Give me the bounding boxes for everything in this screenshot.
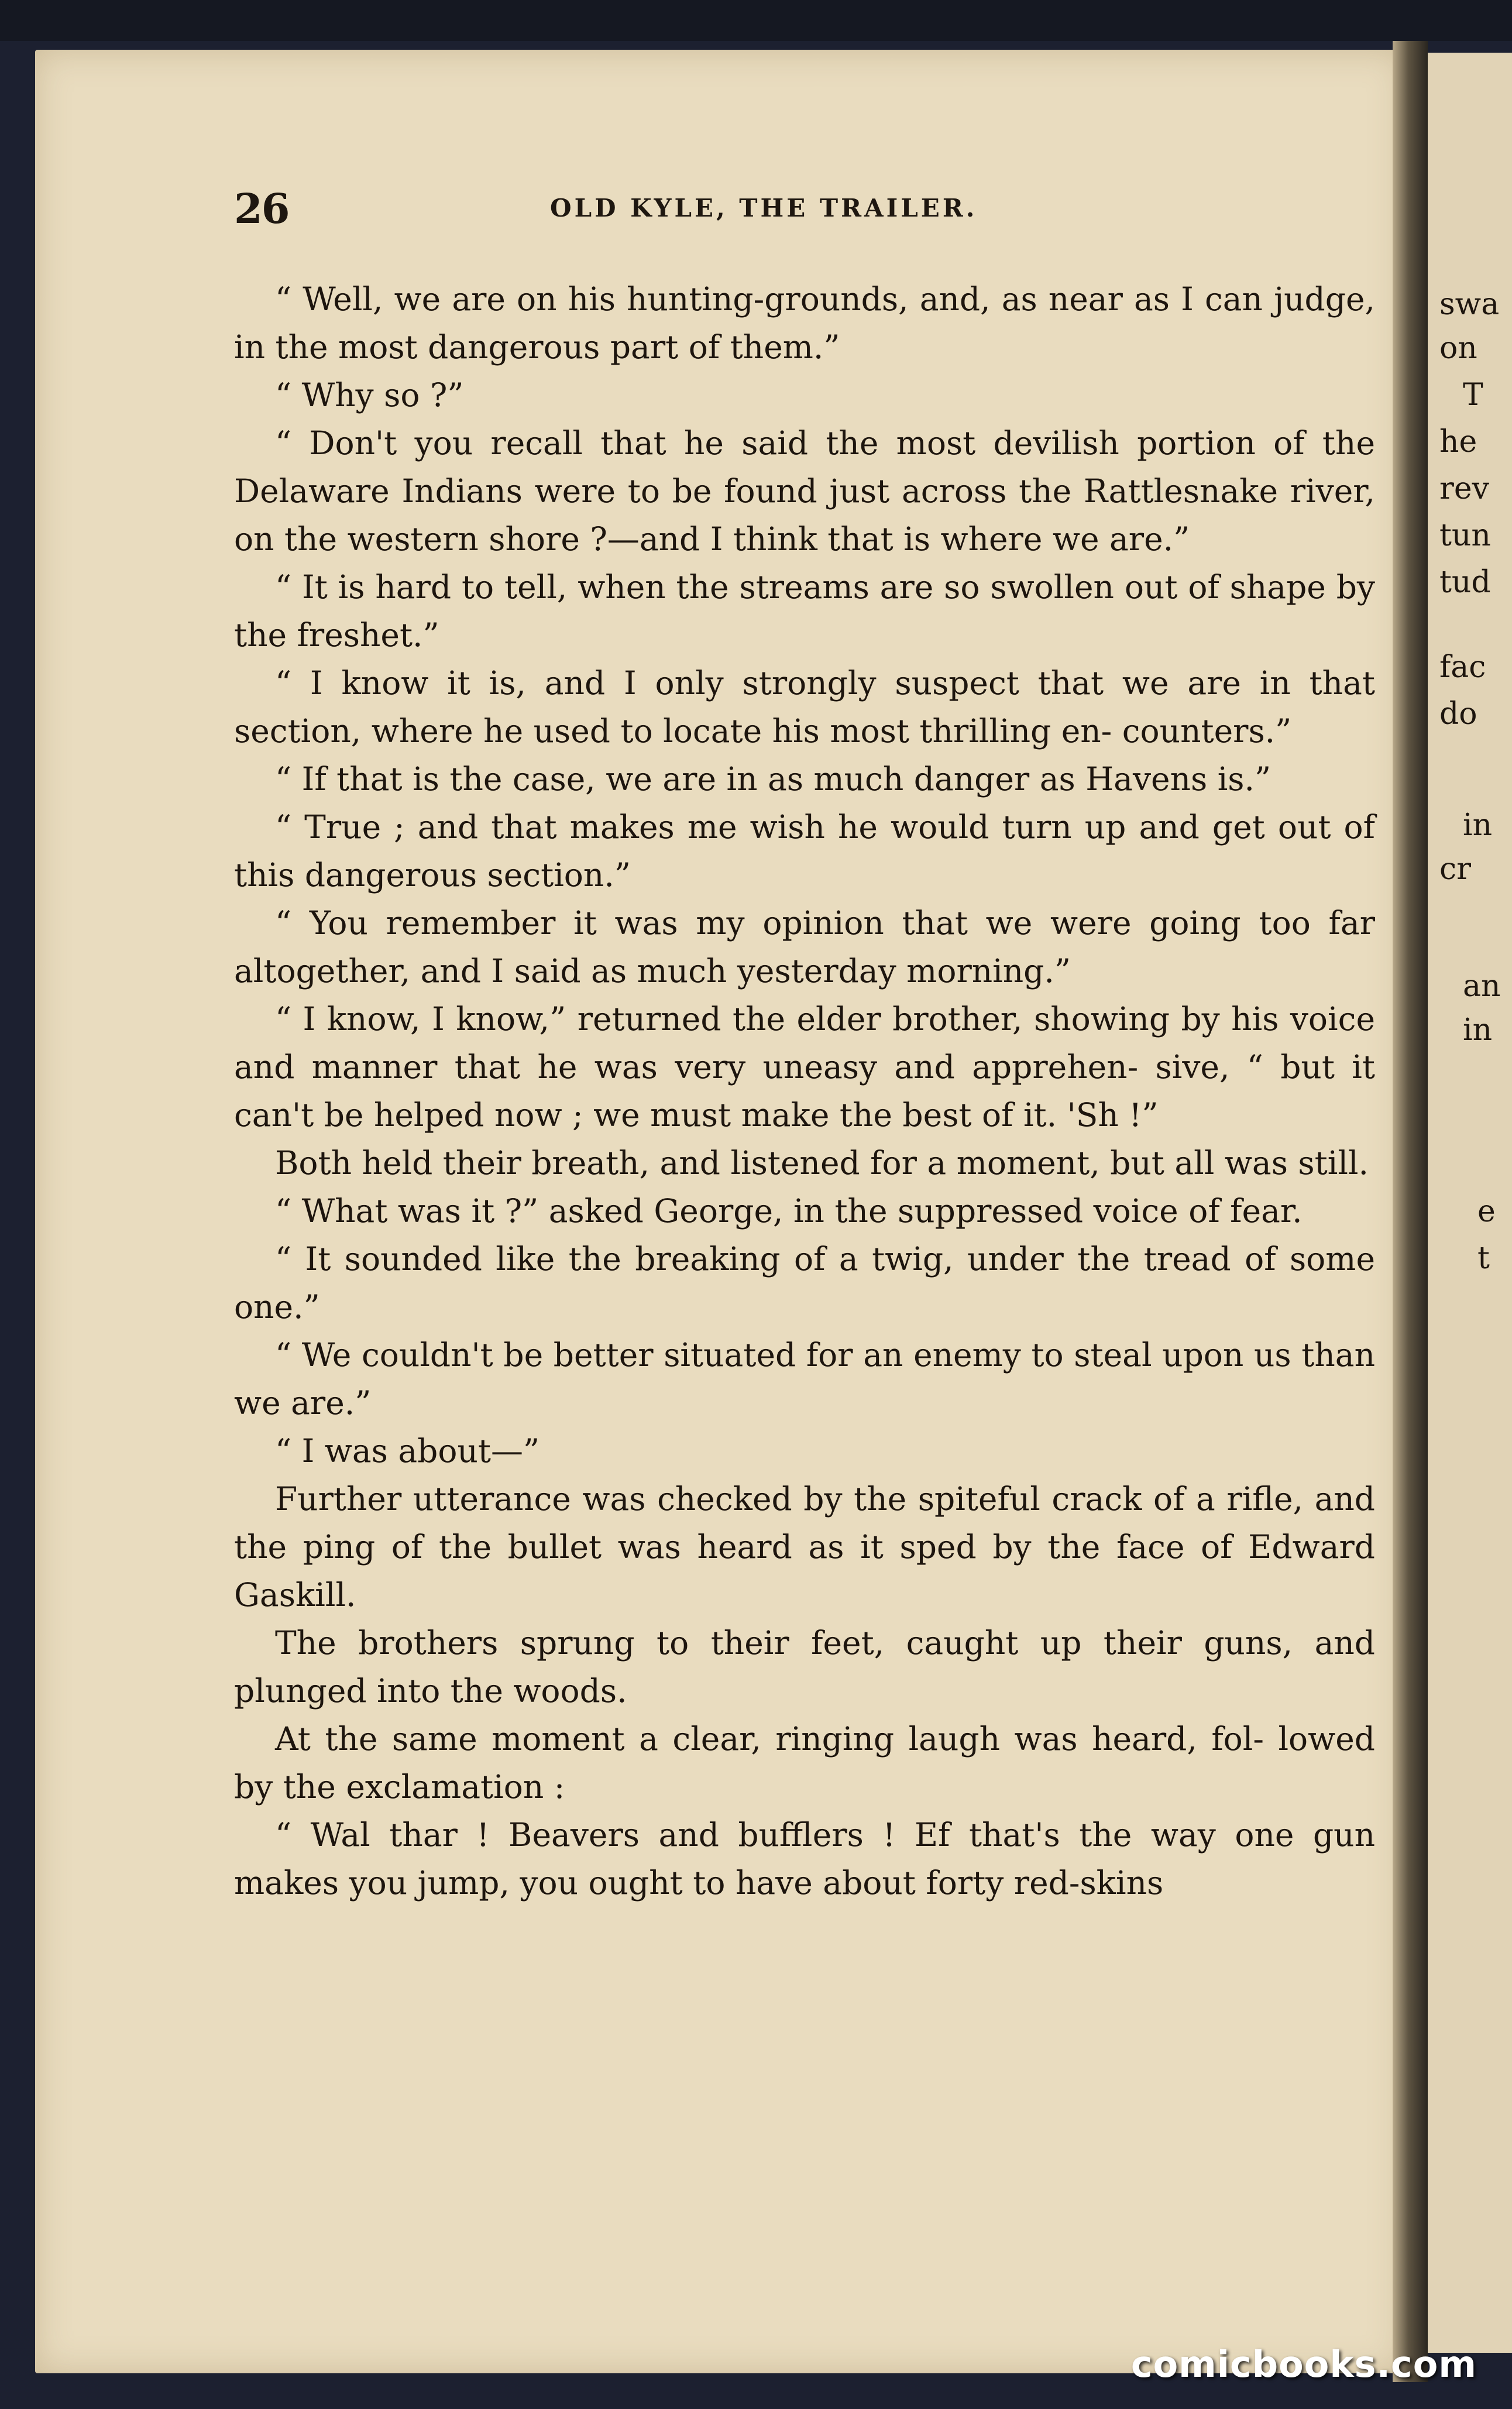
paragraph: “ You remember it was my opinion that we were going too far altogether, and I said as much yesterday morning.” xyxy=(234,904,1375,990)
paragraph: “ It sounded like the breaking of a twig, under the tread of some one.” xyxy=(234,1240,1375,1326)
facing-page-fragment: in xyxy=(1463,1013,1493,1048)
paragraph: “ I know it is, and I only strongly suspect that we are in that section, where he used to locate his most thrilling en- counters.” xyxy=(234,664,1375,750)
page-number: 26 xyxy=(234,184,289,233)
facing-page-fragment: do xyxy=(1439,696,1477,732)
paragraph: “ Wal thar ! Beavers and bufflers ! Ef that's the way one gun makes you jump, you ought to have about forty red-skins xyxy=(234,1816,1375,1902)
paragraph: At the same moment a clear, ringing laugh was heard, fol- lowed by the exclamation : xyxy=(234,1720,1375,1806)
paragraph: “ Why so ?” xyxy=(275,376,464,414)
facing-page-fragment: swa xyxy=(1439,287,1500,322)
paragraph: Both held their breath, and listened for a moment, but all was still. xyxy=(275,1144,1369,1182)
scan-background-top xyxy=(0,0,1512,41)
facing-page-fragment: in xyxy=(1463,808,1493,843)
paragraph: “ I know, I know,” returned the elder brother, showing by his voice and manner that he was very uneasy and apprehen- sive, “ but it can't be helped now ; we must make the best of it. 'Sh !” xyxy=(234,1000,1375,1134)
paragraph: “ True ; and that makes me wish he would turn up and get out of this dangerous section.” xyxy=(234,808,1375,894)
watermark: comicbooks.com xyxy=(1130,2343,1477,2386)
paragraph: “ If that is the case, we are in as much danger as Havens is.” xyxy=(275,760,1272,798)
paragraph: “ Well, we are on his hunting-grounds, and, as near as I can judge, in the most dangerous part of them.” xyxy=(234,280,1375,366)
running-head: OLD KYLE, THE TRAILER. xyxy=(550,194,978,222)
facing-page-fragment: fac xyxy=(1439,650,1486,685)
paragraph: “ Don't you recall that he said the most devilish portion of the Delaware Indians were to be found just across the Rattlesnake river, on the western shore ?—and I think that is where we are.” xyxy=(234,424,1375,558)
paragraph: The brothers sprung to their feet, caught up their guns, and plunged into the woods. xyxy=(234,1624,1375,1710)
paragraph: “ What was it ?” asked George, in the suppressed voice of fear. xyxy=(275,1192,1303,1230)
facing-page-fragment: tun xyxy=(1439,518,1491,553)
page-header xyxy=(234,184,1512,255)
facing-page-fragment: tud xyxy=(1439,565,1491,600)
book-gutter xyxy=(1393,41,1428,2382)
facing-page-fragment: rev xyxy=(1439,471,1490,506)
facing-page-fragment: cr xyxy=(1439,852,1471,887)
facing-page-fragment: he xyxy=(1439,424,1477,459)
paragraph: “ It is hard to tell, when the streams are so swollen out of shape by the freshet.” xyxy=(234,568,1375,654)
facing-page-fragment: e xyxy=(1477,1194,1496,1229)
facing-page-fragment: t xyxy=(1477,1241,1490,1276)
paragraph: Further utterance was checked by the spiteful crack of a rifle, and the ping of the bullet was heard as it sped by the face of Edward Gaskill. xyxy=(234,1480,1375,1614)
body-text xyxy=(234,275,1375,1907)
facing-page-fragment: T xyxy=(1463,378,1483,413)
facing-page-fragment: an xyxy=(1463,969,1501,1004)
paragraph: “ I was about—” xyxy=(275,1432,540,1470)
paragraph: “ We couldn't be better situated for an enemy to steal upon us than we are.” xyxy=(234,1336,1375,1422)
facing-page-fragment: on xyxy=(1439,331,1477,366)
facing-page-edge xyxy=(1428,53,1512,2353)
